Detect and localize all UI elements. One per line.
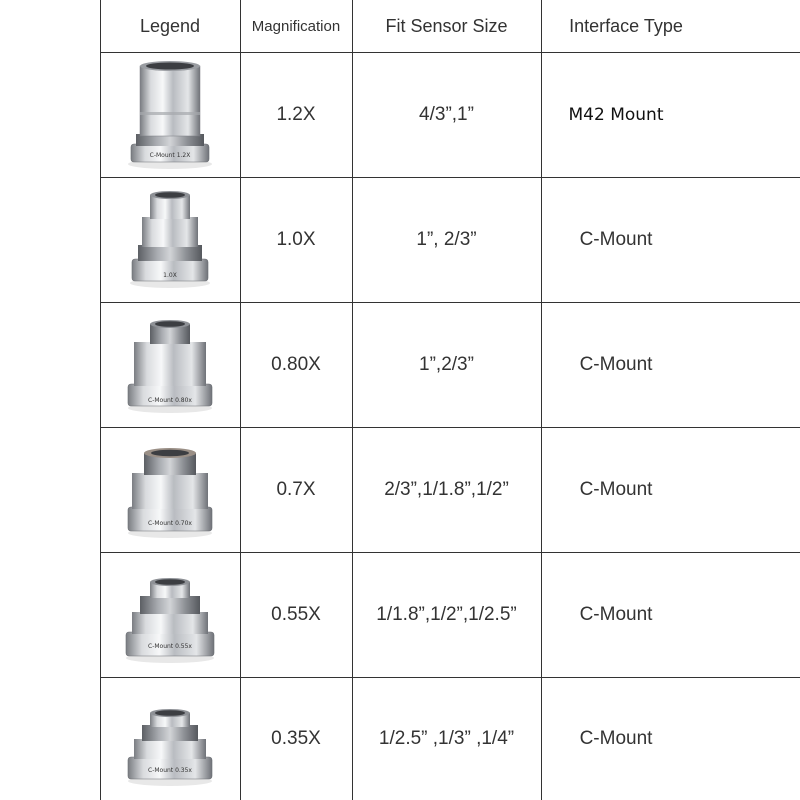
sensor-size-value: 1”, 2/3” [416,228,477,250]
sensor-size-value: 2/3”,1/1.8”,1/2” [384,478,509,500]
adapter-1-0x-icon [100,177,240,302]
magnification-value: 0.80X [271,353,321,375]
interface-type-value: C-Mount [579,478,653,500]
header-sensor-size: Fit Sensor Size [385,15,508,36]
adapter-0-7x-icon [100,427,240,552]
table-row [0,302,800,427]
engraving-label: C-Mount 0.80x [148,397,192,404]
engraving-label: C-Mount 0.55x [148,643,192,650]
interface-type-value: C-Mount [579,603,653,625]
engraving-label: 1.0X [163,272,177,279]
header-legend: Legend [139,15,201,36]
engraving-label: C-Mount 1.2X [149,152,191,159]
table-row [0,677,800,800]
adapter-0-80x-icon [100,302,240,427]
header-interface-type: Interface Type [569,15,683,36]
adapter-1-2x-icon [100,52,240,177]
header-magnification: Magnification [251,17,341,35]
engraving-label: C-Mount 0.70x [148,520,192,527]
table-row [0,52,800,177]
sensor-size-value: 1”,2/3” [419,353,474,375]
interface-type-value: M42 Mount [568,104,664,125]
sensor-size-value: 1/1.8”,1/2”,1/2.5” [376,603,517,625]
sensor-size-value: 4/3”,1” [419,103,474,125]
magnification-value: 0.35X [271,727,321,749]
sensor-size-value: 1/2.5” ,1/3” ,1/4” [378,727,515,749]
magnification-value: 0.55X [271,603,321,625]
magnification-value: 1.2X [276,103,316,125]
adapter-0-35x-icon [100,677,240,800]
interface-type-value: C-Mount [579,727,653,749]
table-row [0,177,800,302]
interface-type-value: C-Mount [579,353,653,375]
engraving-label: C-Mount 0.35x [148,767,192,774]
table-row [0,552,800,677]
adapter-0-55x-icon [100,552,240,677]
magnification-value: 1.0X [276,228,316,250]
magnification-value: 0.7X [276,478,316,500]
interface-type-value: C-Mount [579,228,653,250]
table-row [0,427,800,552]
